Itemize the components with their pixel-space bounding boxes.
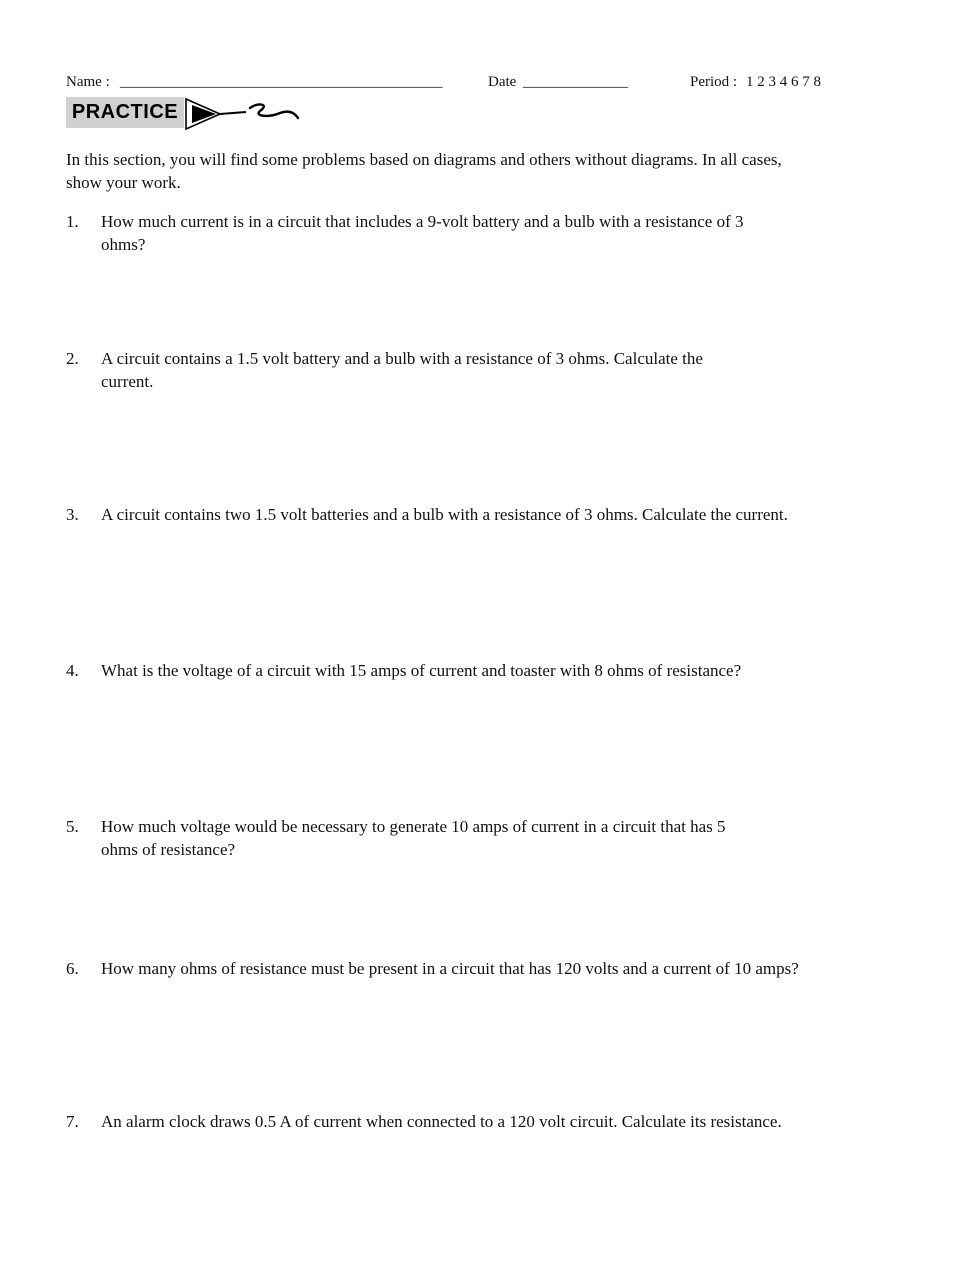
question-text [101,957,799,980]
question-number: 6. [66,959,79,978]
question-text [101,503,788,526]
intro-paragraph [66,148,886,194]
question-line: An alarm clock draws 0.5 A of current when connected to a 120 volt circuit. Calculate its resistance. [101,1112,782,1131]
name-label: Name : [66,74,110,90]
question-text [101,659,741,682]
date-field[interactable]: ______________ [523,74,628,90]
question-line: How much current is in a circuit that includes a 9-volt battery and a bulb with a resistance of 3 [101,212,744,231]
question-line: What is the voltage of a circuit with 15 amps of current and toaster with 8 ohms of resistance? [101,661,742,680]
period-options: 1 2 3 4 6 7 8 [746,74,821,90]
question-line: ohms? [101,235,146,254]
question-number: 3. [66,505,79,524]
intro-line: show your work. [66,173,181,192]
question-number: 1. [66,212,79,231]
question-line: ohms of resistance? [101,840,236,859]
date-label: Date [488,74,517,90]
question-text [101,347,703,393]
practice-label: PRACTICE [71,101,179,123]
name-field[interactable]: ___________________________________________ [120,74,443,90]
question-number: 7. [66,1112,79,1131]
question-number: 4. [66,661,79,680]
question-number: 5. [66,817,79,836]
question-text [101,210,744,256]
question-line: How much voltage would be necessary to generate 10 amps of current in a circuit that has 5 [101,817,726,836]
question-line: A circuit contains a 1.5 volt battery and a bulb with a resistance of 3 ohms. Calculate the [101,349,703,368]
practice-badge [66,97,184,128]
question-text [101,815,726,861]
pen-arrow-icon [184,96,302,132]
question-text [101,1110,782,1133]
question-number: 2. [66,349,79,368]
question-line: A circuit contains two 1.5 volt batteries and a bulb with a resistance of 3 ohms. Calculate the current. [101,505,788,524]
intro-line: In this section, you will find some problems based on diagrams and others without diagrams. In all cases, [66,150,782,169]
question-line: How many ohms of resistance must be present in a circuit that has 120 volts and a current of 10 amps? [101,959,799,978]
period-label: Period : [690,74,738,90]
question-line: current. [101,372,154,391]
